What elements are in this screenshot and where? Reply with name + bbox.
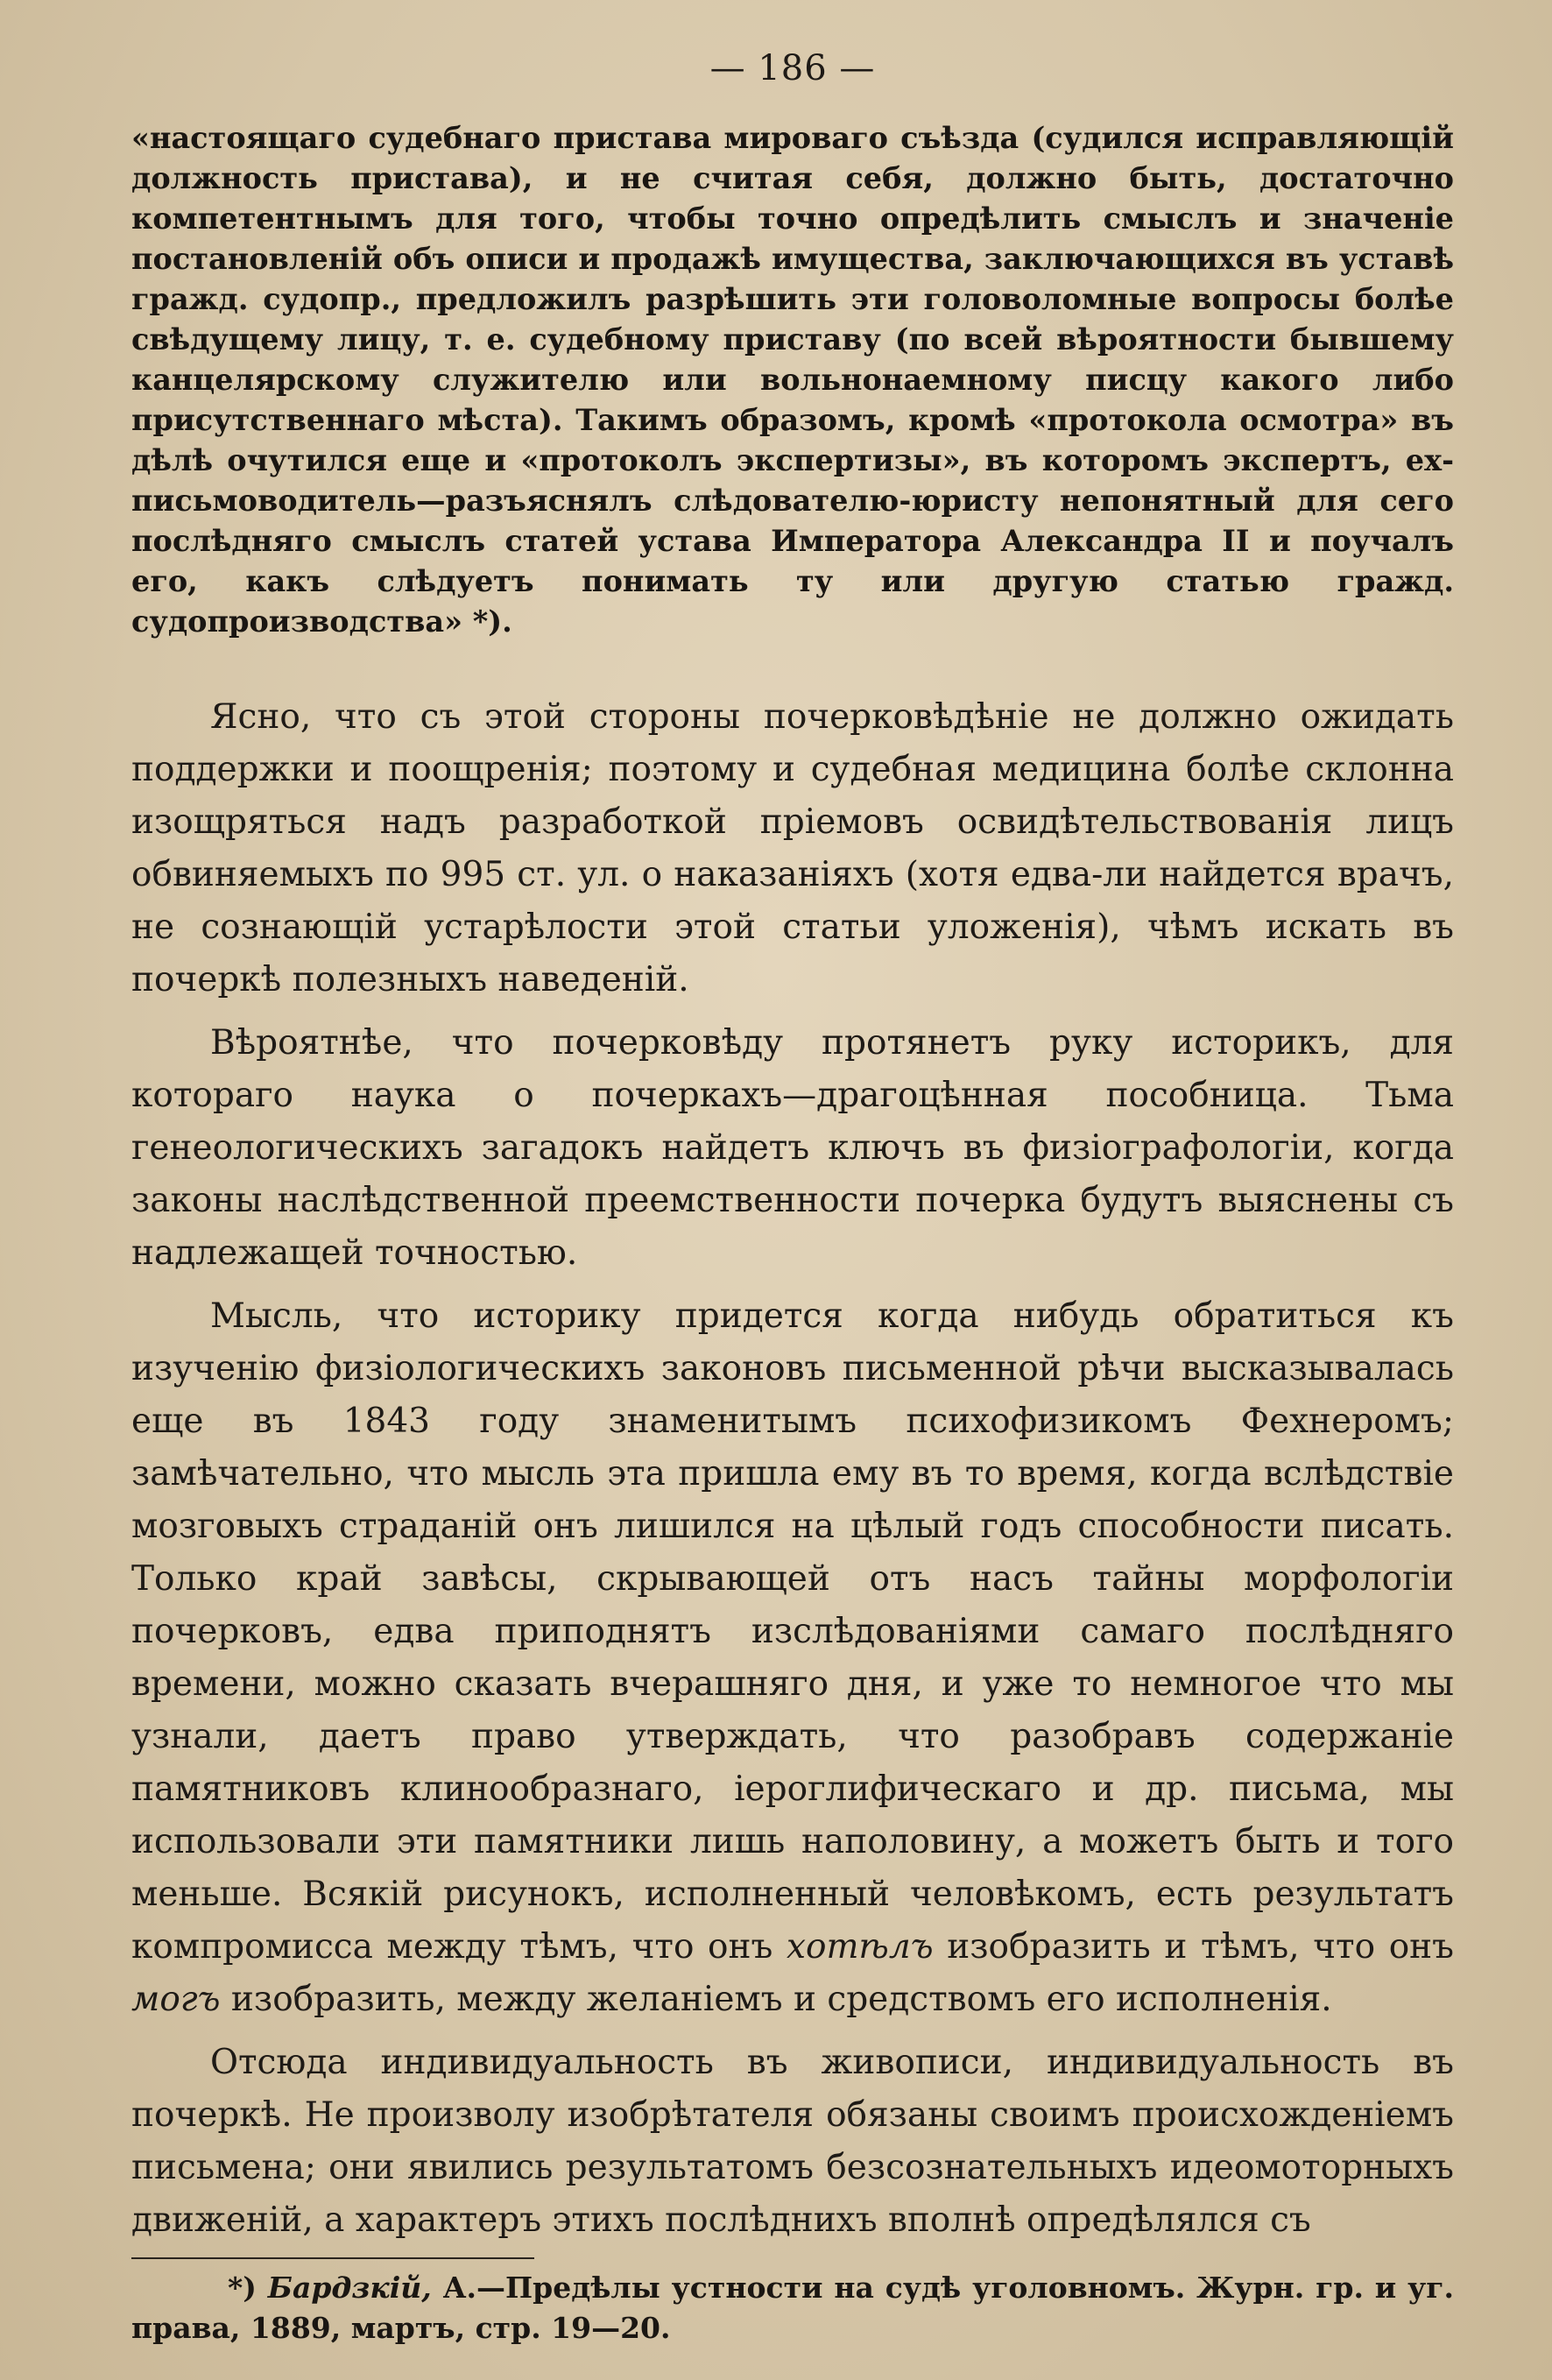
paragraph-2: Вѣроятнѣе, что почерковѣду протянетъ руку историкъ, для котораго наука о почеркахъ—драгоцѣнная пособница. Тьма генеологическихъ загадокъ найдетъ ключъ въ физіографологіи, когда законы наслѣдственной преемственности почерка будутъ выяснены съ надлежащей точностью.	[131, 1023, 1454, 1273]
page-number: — 186 —	[709, 48, 876, 88]
footnote-marker: *)	[228, 2271, 257, 2305]
book-page	[131, 48, 1454, 2348]
footnote-author: Бардзкій,	[267, 2271, 432, 2305]
paragraph-3-text-b: изобразить и тѣмъ, что онъ	[933, 1927, 1454, 1967]
footnote-text	[131, 2268, 1454, 2348]
paragraph-4: Отсюда индивидуальность въ живописи, индивидуальность въ почеркѣ. Не произволу изобрѣтателя обязаны своимъ происхожденіемъ письмена; они явились результатомъ безсознательныхъ идеомоторныхъ движеній, а характеръ этихъ послѣднихъ вполнѣ опредѣлялся съ	[131, 2043, 1454, 2240]
paragraph-3	[131, 1290, 1454, 2026]
footnote-divider	[131, 2257, 534, 2259]
footnote	[131, 2268, 1454, 2348]
quote-paragraph: «настоящаго судебнаго пристава мироваго съѣзда (судился исправляющій должность пристава), и не считая себя, должно быть, достаточно компетентнымъ для того, чтобы точно опредѣлить смыслъ и значеніе постановленій объ описи и продажѣ имущества, заключающихся въ уставѣ гражд. судопр., предложилъ разрѣшить эти головоломные вопросы болѣе свѣдущему лицу, т. е. судебному приставу (по всей вѣроятности бывшему канцелярскому служителю или вольнонаемному писцу какого либо присутственнаго мѣста). Такимъ образомъ, кромѣ «протокола осмотра» въ дѣлѣ очутился еще и «протоколъ экспертизы», въ которомъ экспертъ, ех-письмоводитель—разъяснялъ слѣдователю-юристу непонятный для сего послѣдняго смыслъ статей устава Императора Александра II и поучалъ его, какъ слѣдуетъ понимать ту или другую статью гражд. судопроизводства» *).	[131, 121, 1454, 639]
footnote-citation: А.—Предѣлы устности на судѣ уголовномъ. Журн. гр. и уг. права, 1889, мартъ, стр. 19—20.	[131, 2271, 1454, 2345]
paragraph-3-italic-could: могъ	[131, 1980, 221, 2019]
paragraph-1: Ясно, что съ этой стороны почерковѣдѣніе не должно ожидать поддержки и поощренія; поэтому и судебная медицина болѣе склонна изощряться надъ разработкой пріемовъ освидѣтельствованія лицъ обвиняемыхъ по 995 ст. ул. о наказаніяхъ (хотя едва-ли найдется врачъ, не сознающій устарѣлости этой статьи уложенія), чѣмъ искать въ почеркѣ полезныхъ наведеній.	[131, 697, 1454, 999]
paragraph-3-italic-wanted: хотѣлъ	[786, 1927, 934, 1967]
paragraph-3-text-a: Мысль, что историку придется когда нибудь обратиться къ изученію физіологическихъ законовъ письменной рѣчи высказывалась еще въ 1843 году знаменитымъ психофизикомъ Фехнеромъ; замѣчательно, что мысль эта пришла ему въ то время, когда вслѣдствіе мозговыхъ страданій онъ лишился на цѣлый годъ способности писать. Только край завѣсы, скрывающей отъ насъ тайны морфологіи почерковъ, едва приподнятъ изслѣдованіями самаго послѣдняго времени, можно сказать вчерашняго дня, и уже то немногое что мы узнали, даетъ право утверждать, что разобравъ содержаніе памятниковъ клинообразнаго, іероглифическаго и др. письма, мы использовали эти памятники лишь наполовину, а можетъ быть и того меньше. Всякій рисунокъ, исполненный человѣкомъ, есть результатъ компромисса между тѣмъ, что онъ	[131, 1296, 1454, 1967]
paragraph-3-text-c: изобразить, между желаніемъ и средствомъ его исполненія.	[220, 1980, 1332, 2019]
quoted-passage	[131, 118, 1454, 642]
main-text	[131, 691, 1454, 2247]
